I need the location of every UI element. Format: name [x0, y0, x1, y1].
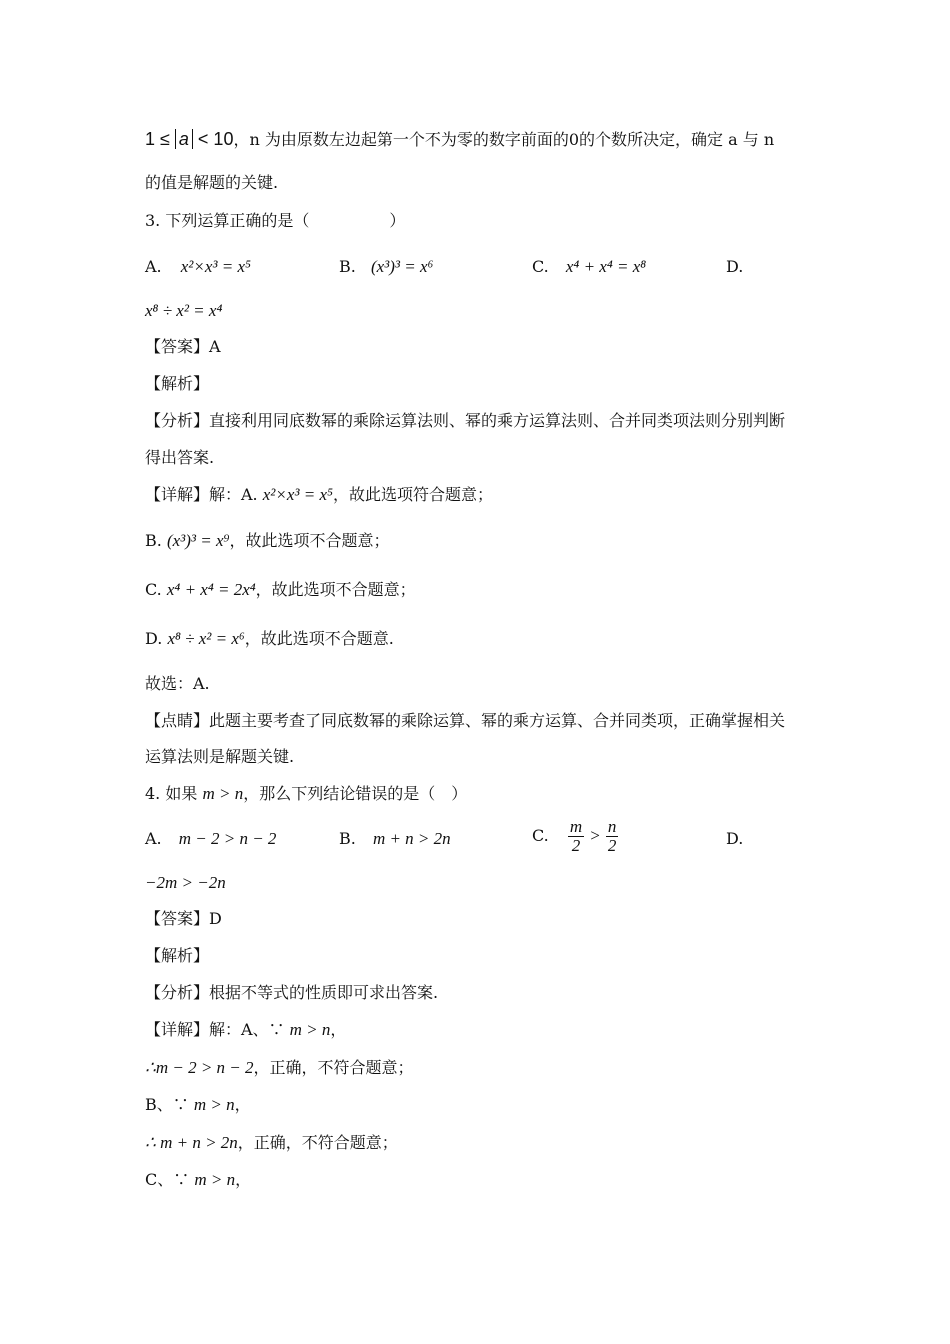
q4-fenxi: 【分析】根据不等式的性质即可求出答案.: [145, 983, 439, 1002]
q3-answer: 【答案】A: [145, 337, 221, 356]
q4-detail-c: C、∵ m > n，: [145, 1170, 252, 1189]
q3-conclusion: 故选：A.: [145, 674, 210, 693]
q4-detail-a: 【详解】解：A、∵ m > n，: [145, 1020, 347, 1039]
q3-fenxi-1: 【分析】直接利用同底数幂的乘除运算法则、幂的乘方运算法则、合并同类项法则分别判断: [145, 411, 786, 430]
q3-dianjing-2: 运算法则是解题关键.: [145, 747, 295, 766]
q4-detail-b: B、∵ m > n，: [145, 1095, 251, 1114]
q3-detail-b: B. (x³)³ = x⁹，故此选项不合题意；: [145, 531, 390, 550]
q3-fenxi-2: 得出答案.: [145, 448, 215, 467]
q3-option-d: x⁸ ÷ x² = x⁴: [145, 301, 223, 320]
q4-option-d: −2m > −2n: [145, 873, 226, 892]
q3-option-d-label: D.: [726, 257, 744, 276]
q3-detail-c: C. x⁴ + x⁴ = 2x⁴，故此选项不合题意；: [145, 580, 416, 599]
question-4-stem: 4. 如果 m > n，那么下列结论错误的是（ ）: [145, 784, 468, 803]
fraction-n-over-2: $\frac{n}{2}$: [607, 817, 617, 855]
q4-option-d-label: D.: [726, 829, 744, 848]
q4-option-c: C. $\frac{m}{2}$ > $\frac{n}{2}$: [532, 817, 617, 855]
q3-detail-a: 【详解】解：A. x²×x³ = x⁵，故此选项符合题意；: [145, 485, 493, 504]
q3-dianjing-1: 【点睛】此题主要考查了同底数幂的乘除运算、幂的乘方运算、合并同类项，正确掌握相关: [145, 711, 786, 730]
q4-option-b: B. m + n > 2n: [339, 829, 451, 848]
q3-analysis-heading: 【解析】: [145, 374, 210, 393]
intro-line-1: [145, 128, 774, 151]
q3-option-c: C. x⁴ + x⁴ = x⁸: [532, 257, 647, 276]
intro-line-2: 的值是解题的关键.: [145, 173, 279, 192]
intro-text: ，n 为由原数左边起第一个不为零的数字前面的0的个数所决定，确定 a 与 n: [233, 130, 775, 149]
q4-detail-a-conclusion: ∴m − 2 > n − 2，正确，不符合题意；: [145, 1058, 414, 1077]
q4-option-a: A. m − 2 > n − 2: [145, 829, 277, 848]
q4-answer: 【答案】D: [145, 909, 222, 928]
question-3-stem: 3. 下列运算正确的是（ ）: [145, 211, 406, 230]
q4-analysis-heading: 【解析】: [145, 946, 210, 965]
q4-detail-b-conclusion: ∴ m + n > 2n，正确，不符合题意；: [145, 1133, 398, 1152]
fraction-m-over-2: $\frac{m}{2}$: [569, 817, 583, 855]
q3-detail-d: D. x⁸ ÷ x² = x⁶，故此选项不合题意.: [145, 629, 394, 648]
q3-option-a: A. x²×x³ = x⁵: [145, 257, 251, 276]
abs-inequality: 1 ≤ a < 10: [145, 129, 234, 149]
q3-option-b: B. (x³)³ = x⁶: [339, 257, 434, 276]
